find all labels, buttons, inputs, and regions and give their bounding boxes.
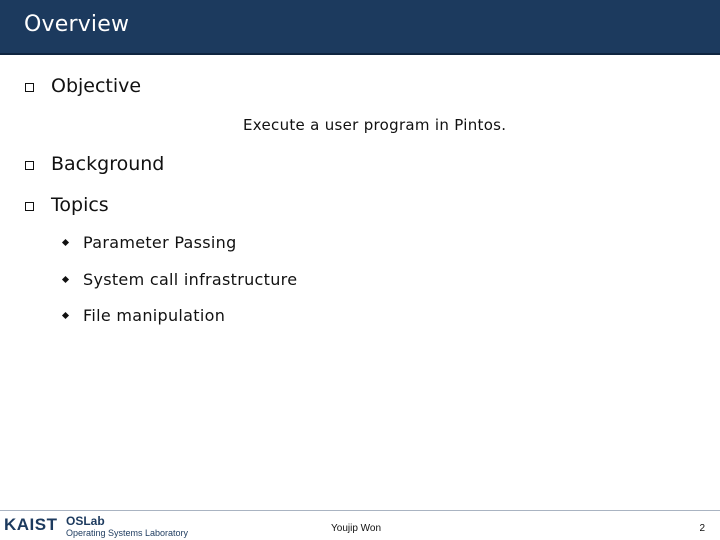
page-number: 2 — [699, 523, 705, 534]
diamond-bullet-icon — [62, 239, 69, 246]
topic-item-system-call: System call infrastructure — [83, 270, 298, 289]
footer-divider — [0, 510, 720, 511]
kaist-oslab-logo — [4, 515, 194, 539]
square-bullet-icon — [25, 161, 34, 170]
slide-footer — [0, 510, 720, 540]
logo-subtitle: Operating Systems Laboratory — [66, 528, 189, 538]
objective-detail: Execute a user program in Pintos. — [243, 116, 507, 134]
title-rule — [0, 53, 720, 55]
title-bar — [0, 0, 720, 55]
topic-item-parameter-passing: Parameter Passing — [83, 233, 237, 252]
diamond-bullet-icon — [62, 276, 69, 283]
square-bullet-icon — [25, 202, 34, 211]
topic-item-file-manipulation: File manipulation — [83, 306, 226, 325]
bullet-background: Background — [51, 153, 165, 175]
logo-oslab-text: OSLab — [66, 514, 105, 528]
bullet-objective: Objective — [51, 75, 142, 97]
footer-author: Youjip Won — [331, 523, 382, 534]
logo-kaist-text: KAIST — [4, 515, 58, 534]
slide-title: Overview — [24, 12, 130, 37]
bullet-topics: Topics — [51, 194, 109, 216]
diamond-bullet-icon — [62, 312, 69, 319]
square-bullet-icon — [25, 83, 34, 92]
